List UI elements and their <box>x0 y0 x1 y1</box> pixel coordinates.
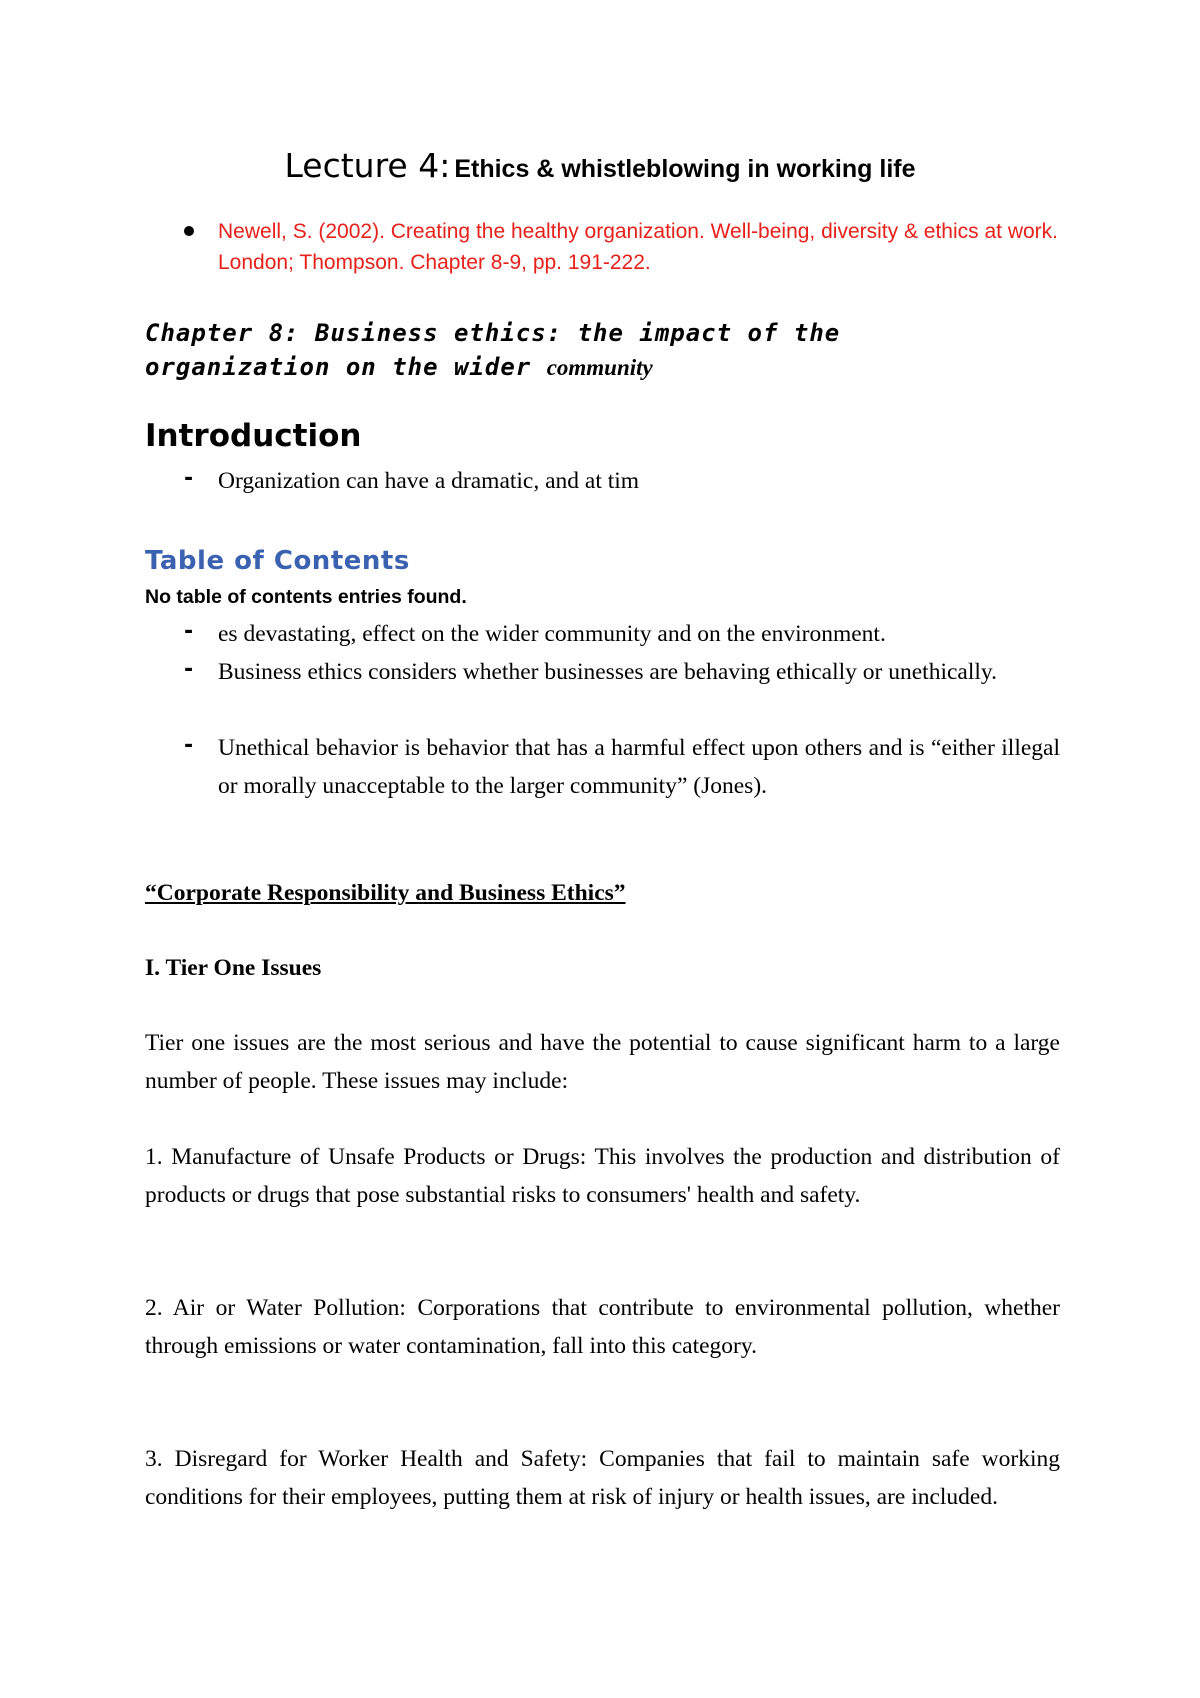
bullet-text: Unethical behavior is behavior that has a harmful effect upon others and is “either illegal or morally unacceptable to the larger community” (Jones). <box>218 735 1060 799</box>
title-lecture: Lecture 4: <box>284 146 451 185</box>
introduction-heading: Introduction <box>145 418 362 454</box>
reference-citation: Newell, S. (2002). Creating the healthy organization. Well-being, diversity & ethics at work. London; Thompson. Chapter 8-9, pp. 191-222. <box>218 220 1059 274</box>
section-heading: “Corporate Responsibility and Business Ethics” <box>145 880 626 906</box>
toc-title: Table of Contents <box>145 546 410 576</box>
chapter-line-2-text: organization on the wider <box>145 353 547 381</box>
page-title <box>0 146 1200 185</box>
intro-bullet-text: Organization can have a dramatic, and at tim <box>218 468 640 494</box>
chapter-line-1: Chapter 8: Business ethics: the impact of the <box>145 319 841 347</box>
dash-marker: - <box>184 733 194 758</box>
paragraph: Tier one issues are the most serious and have the potential to cause significant harm to a large number of people. These issues may include: <box>145 1030 1060 1094</box>
chapter-line-2-end: community <box>546 355 653 380</box>
bullet-dot-icon <box>184 226 194 236</box>
toc-empty-message: No table of contents entries found. <box>145 586 467 608</box>
tier-heading: I. Tier One Issues <box>145 955 322 981</box>
paragraph: 3. Disregard for Worker Health and Safety: Companies that fail to maintain safe working conditions for their employees, putting them at risk of injury or health issues, are included. <box>145 1446 1060 1510</box>
paragraph: 2. Air or Water Pollution: Corporations that contribute to environmental pollution, whether through emissions or water contamination, fall into this category. <box>145 1295 1060 1359</box>
chapter-heading <box>145 316 840 385</box>
title-subtitle: Ethics & whistleblowing in working life <box>454 155 916 183</box>
dash-marker: - <box>184 619 194 644</box>
dash-marker: - <box>184 657 194 682</box>
bullet-text: Business ethics considers whether businesses are behaving ethically or unethically. <box>218 659 997 685</box>
bullet-text: es devastating, effect on the wider community and on the environment. <box>218 621 886 647</box>
paragraph: 1. Manufacture of Unsafe Products or Drugs: This involves the production and distribution of products or drugs that pose substantial risks to consumers' health and safety. <box>145 1144 1060 1208</box>
chapter-line-2 <box>145 350 840 385</box>
dash-marker: - <box>184 466 194 491</box>
